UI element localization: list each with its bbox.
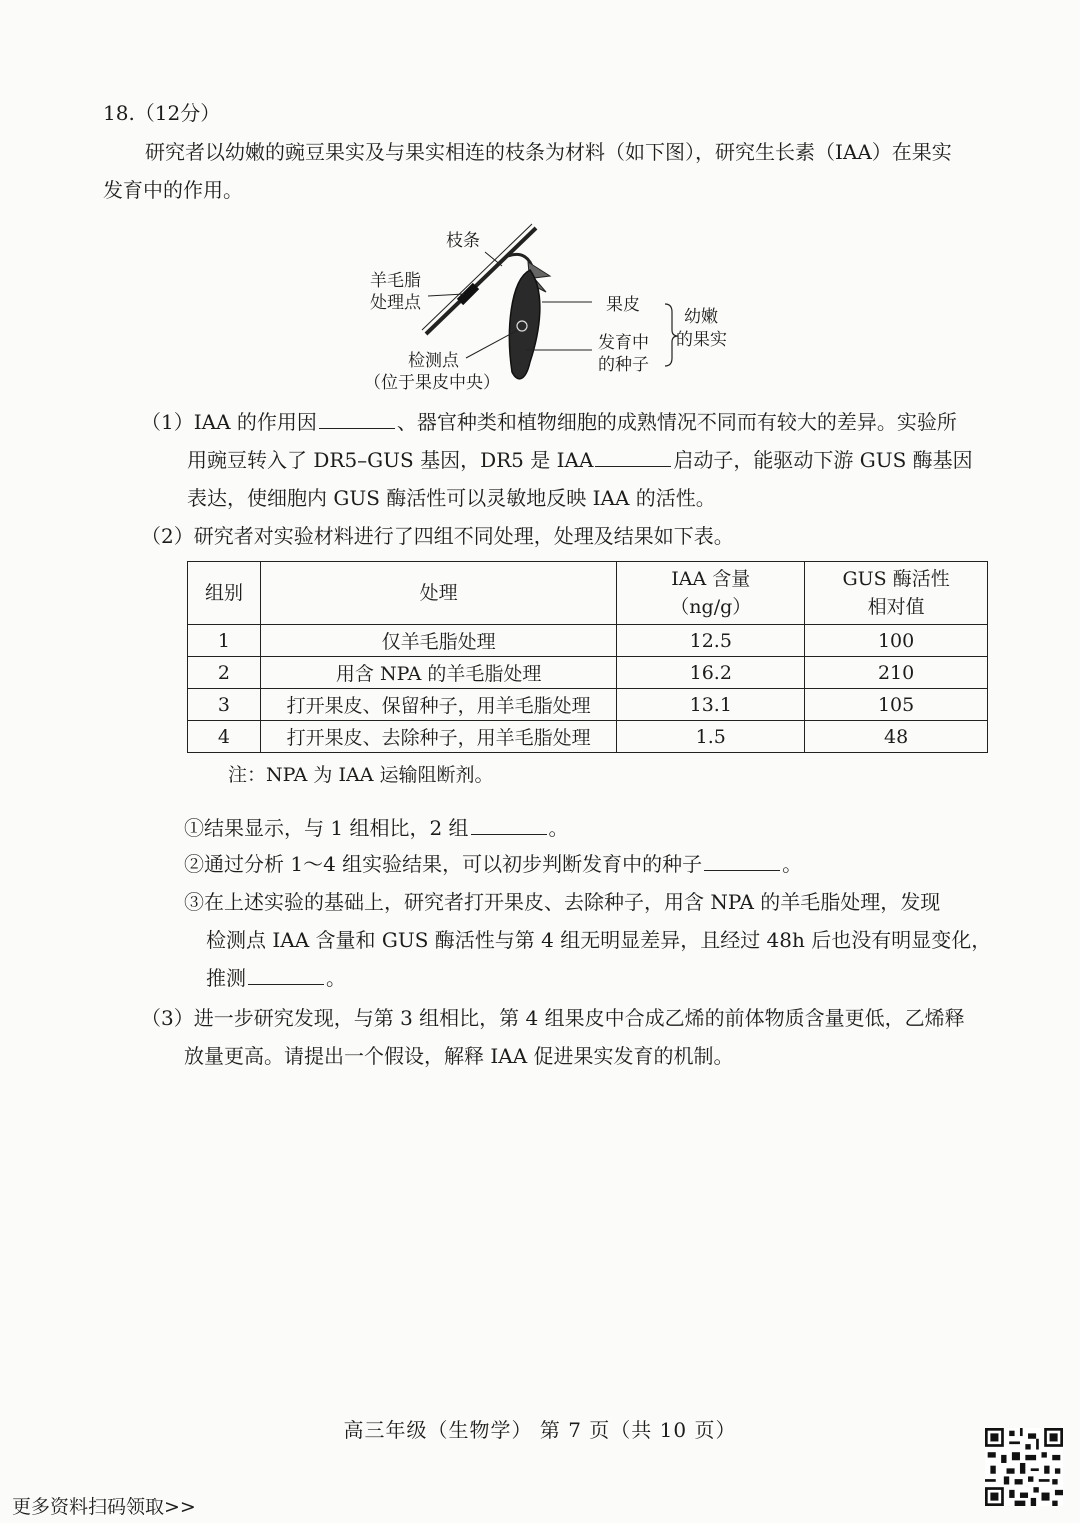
subq-2-text: ②通过分析 1～4 组实验结果，可以初步判断发育中的种子 [184, 852, 703, 876]
table-row [188, 657, 988, 689]
intro-line-2: 发育中的作用。 [103, 178, 243, 202]
more-resources-note[interactable]: 更多资料扫码领取>> [12, 1496, 196, 1518]
cell-group: 2 [188, 657, 261, 689]
question-header: 18.（12分） [103, 101, 221, 125]
answer-blank-5[interactable] [248, 968, 324, 985]
cell-iaa: 16.2 [617, 657, 805, 689]
part1-line-3: 表达，使细胞内 GUS 酶活性可以灵敏地反映 IAA 的活性。 [187, 486, 716, 510]
label-young-2: 的果实 [676, 330, 727, 350]
part1-line-1 [141, 406, 957, 435]
results-table [187, 561, 988, 753]
part1-text-1a: （1）IAA 的作用因 [141, 410, 317, 434]
table-row [188, 689, 988, 721]
subq-3-line-3 [206, 962, 346, 991]
subq-1 [184, 812, 569, 841]
subq-3-line-2: 检测点 IAA 含量和 GUS 酶活性与第 4 组无明显差异，且经过 48h 后也没有明显变化， [206, 928, 992, 952]
label-peel: 果皮 [606, 295, 640, 315]
cell-gus: 100 [805, 625, 988, 657]
pea-fruit-diagram [360, 222, 740, 392]
subq-2 [184, 848, 802, 877]
label-detect-2: （位于果皮中央） [364, 373, 500, 393]
subq-2-end: 。 [782, 852, 803, 876]
table-row [188, 625, 988, 657]
cell-group: 4 [188, 721, 261, 753]
cell-group: 1 [188, 625, 261, 657]
part1-text-2a: 用豌豆转入了 DR5–GUS 基因，DR5 是 IAA [187, 448, 594, 472]
label-seed-2: 的种子 [598, 355, 649, 375]
cell-group: 3 [188, 689, 261, 721]
qr-code-icon[interactable] [985, 1428, 1063, 1506]
label-young-1: 幼嫩 [684, 307, 718, 327]
cell-iaa: 13.1 [617, 689, 805, 721]
page-footer: 高三年级（生物学） 第 7 页（共 10 页） [343, 1418, 737, 1442]
subq-3-end: 。 [326, 966, 346, 990]
answer-blank-1[interactable] [319, 412, 395, 429]
label-lanolin-1: 羊毛脂 [370, 271, 421, 291]
header-iaa: IAA 含量 （ng/g） [617, 562, 805, 625]
cell-gus: 48 [805, 721, 988, 753]
subq-1-text: ①结果显示，与 1 组相比，2 组 [184, 816, 469, 840]
cell-gus: 210 [805, 657, 988, 689]
subq-1-end: 。 [548, 816, 569, 840]
subq-3-text: 推测 [206, 966, 246, 990]
table-note: 注：NPA 为 IAA 运输阻断剂。 [228, 764, 494, 786]
cell-treatment: 打开果皮、保留种子，用羊毛脂处理 [260, 689, 616, 721]
header-treatment: 处理 [260, 562, 616, 625]
label-detect-1: 检测点 [408, 351, 459, 371]
answer-blank-2[interactable] [595, 450, 671, 467]
table-row [188, 721, 988, 753]
label-seed-1: 发育中 [598, 333, 649, 353]
header-gus: GUS 酶活性 相对值 [805, 562, 988, 625]
subq-3-line-1: ③在上述实验的基础上，研究者打开果皮、去除种子，用含 NPA 的羊毛脂处理，发现 [184, 890, 941, 914]
cell-iaa: 1.5 [617, 721, 805, 753]
part1-text-2b: 启动子，能驱动下游 GUS 酶基因 [673, 448, 973, 472]
label-lanolin-2: 处理点 [370, 293, 421, 313]
label-branch: 枝条 [446, 231, 480, 251]
part3-line-1: （3）进一步研究发现，与第 3 组相比，第 4 组果皮中合成乙烯的前体物质含量更低，乙烯释 [141, 1006, 965, 1030]
intro-line-1: 研究者以幼嫩的豌豆果实及与果实相连的枝条为材料（如下图），研究生长素（IAA）在果实 [145, 140, 952, 164]
cell-treatment: 仅羊毛脂处理 [260, 625, 616, 657]
part3-line-2: 放量更高。请提出一个假设，解释 IAA 促进果实发育的机制。 [184, 1044, 734, 1068]
answer-blank-3[interactable] [471, 818, 547, 835]
cell-treatment: 打开果皮、去除种子，用羊毛脂处理 [260, 721, 616, 753]
answer-blank-4[interactable] [704, 854, 780, 871]
part1-line-2 [187, 444, 973, 473]
cell-treatment: 用含 NPA 的羊毛脂处理 [260, 657, 616, 689]
header-group: 组别 [188, 562, 261, 625]
part1-text-1b: 、器官种类和植物细胞的成熟情况不同而有较大的差异。实验所 [396, 410, 957, 434]
part2-intro: （2）研究者对实验材料进行了四组不同处理，处理及结果如下表。 [141, 524, 734, 548]
table-header-row [188, 562, 988, 625]
cell-gus: 105 [805, 689, 988, 721]
cell-iaa: 12.5 [617, 625, 805, 657]
